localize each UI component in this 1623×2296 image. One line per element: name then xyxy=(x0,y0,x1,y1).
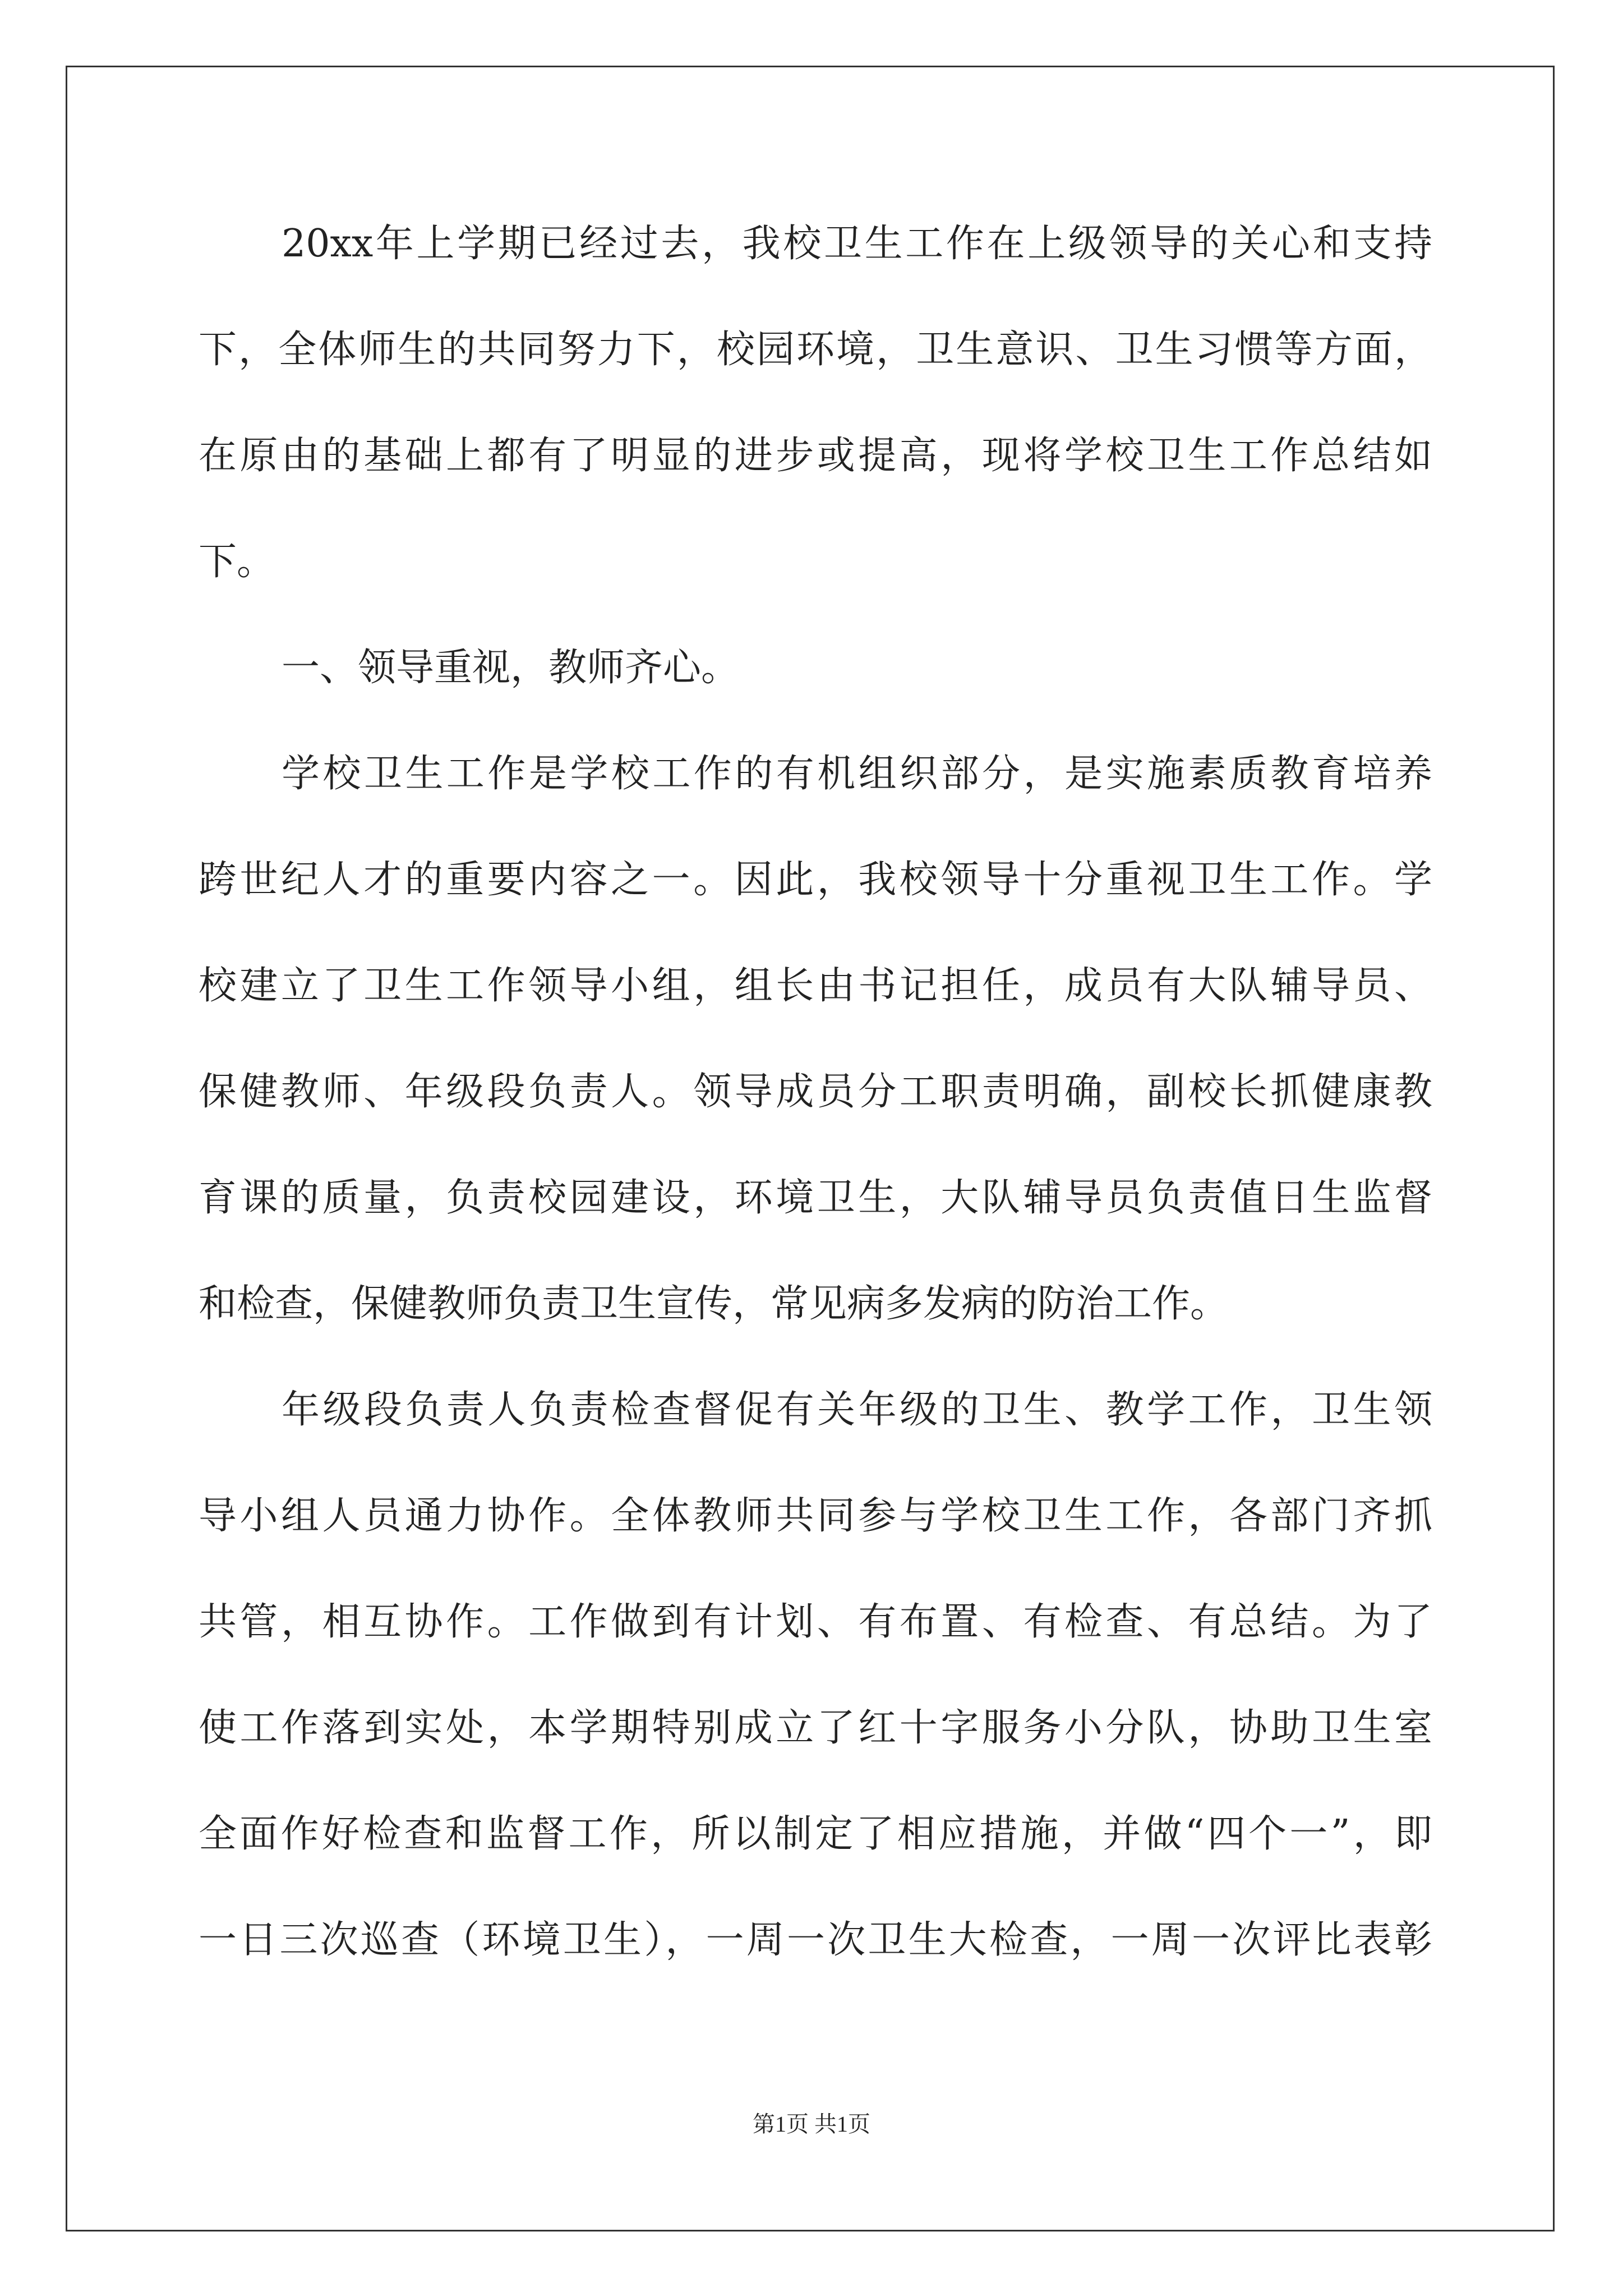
text-line: 导小组人员通力协作。全体教师共同参与学校卫生工作，各部门齐抓 xyxy=(199,1494,1432,1538)
text-line: 保健教师、年级段负责人。领导成员分工职责明确，副校长抓健康教 xyxy=(199,1070,1432,1114)
text-line: 下。 xyxy=(199,540,275,584)
text-line: 使工作落到实处，本学期特别成立了红十字服务小分队，协助卫生室 xyxy=(199,1706,1432,1750)
text-line: 全面作好检查和监督工作，所以制定了相应措施，并做“四个一”，即 xyxy=(199,1812,1432,1856)
text-line: 年级段负责人负责检查督促有关年级的卫生、教学工作，卫生领 xyxy=(282,1388,1432,1432)
text-line: 跨世纪人才的重要内容之一。因此，我校领导十分重视卫生工作。学 xyxy=(199,858,1432,902)
text-line: 下，全体师生的共同努力下，校园环境，卫生意识、卫生习惯等方面， xyxy=(199,328,1432,372)
text-line: 一日三次巡查（环境卫生），一周一次卫生大检查，一周一次评比表彰 xyxy=(199,1918,1432,1962)
text-line: 20xx年上学期已经过去，我校卫生工作在上级领导的关心和支持 xyxy=(282,222,1432,266)
text-line: 校建立了卫生工作领导小组，组长由书记担任，成员有大队辅导员、 xyxy=(199,964,1432,1008)
text-line: 在原由的基础上都有了明显的进步或提高，现将学校卫生工作总结如 xyxy=(199,434,1432,478)
text-line: 育课的质量，负责校园建设，环境卫生，大队辅导员负责值日生监督 xyxy=(199,1176,1432,1220)
text-line: 和检查，保健教师负责卫生宣传，常见病多发病的防治工作。 xyxy=(199,1282,1229,1326)
page-number-footer: 第1页 共1页 xyxy=(753,2111,870,2137)
text-line: 学校卫生工作是学校工作的有机组织部分，是实施素质教育培养 xyxy=(282,752,1432,796)
text-line: 共管，相互协作。工作做到有计划、有布置、有检查、有总结。为了 xyxy=(199,1600,1432,1644)
section-heading: 一、领导重视，教师齐心。 xyxy=(282,646,740,690)
